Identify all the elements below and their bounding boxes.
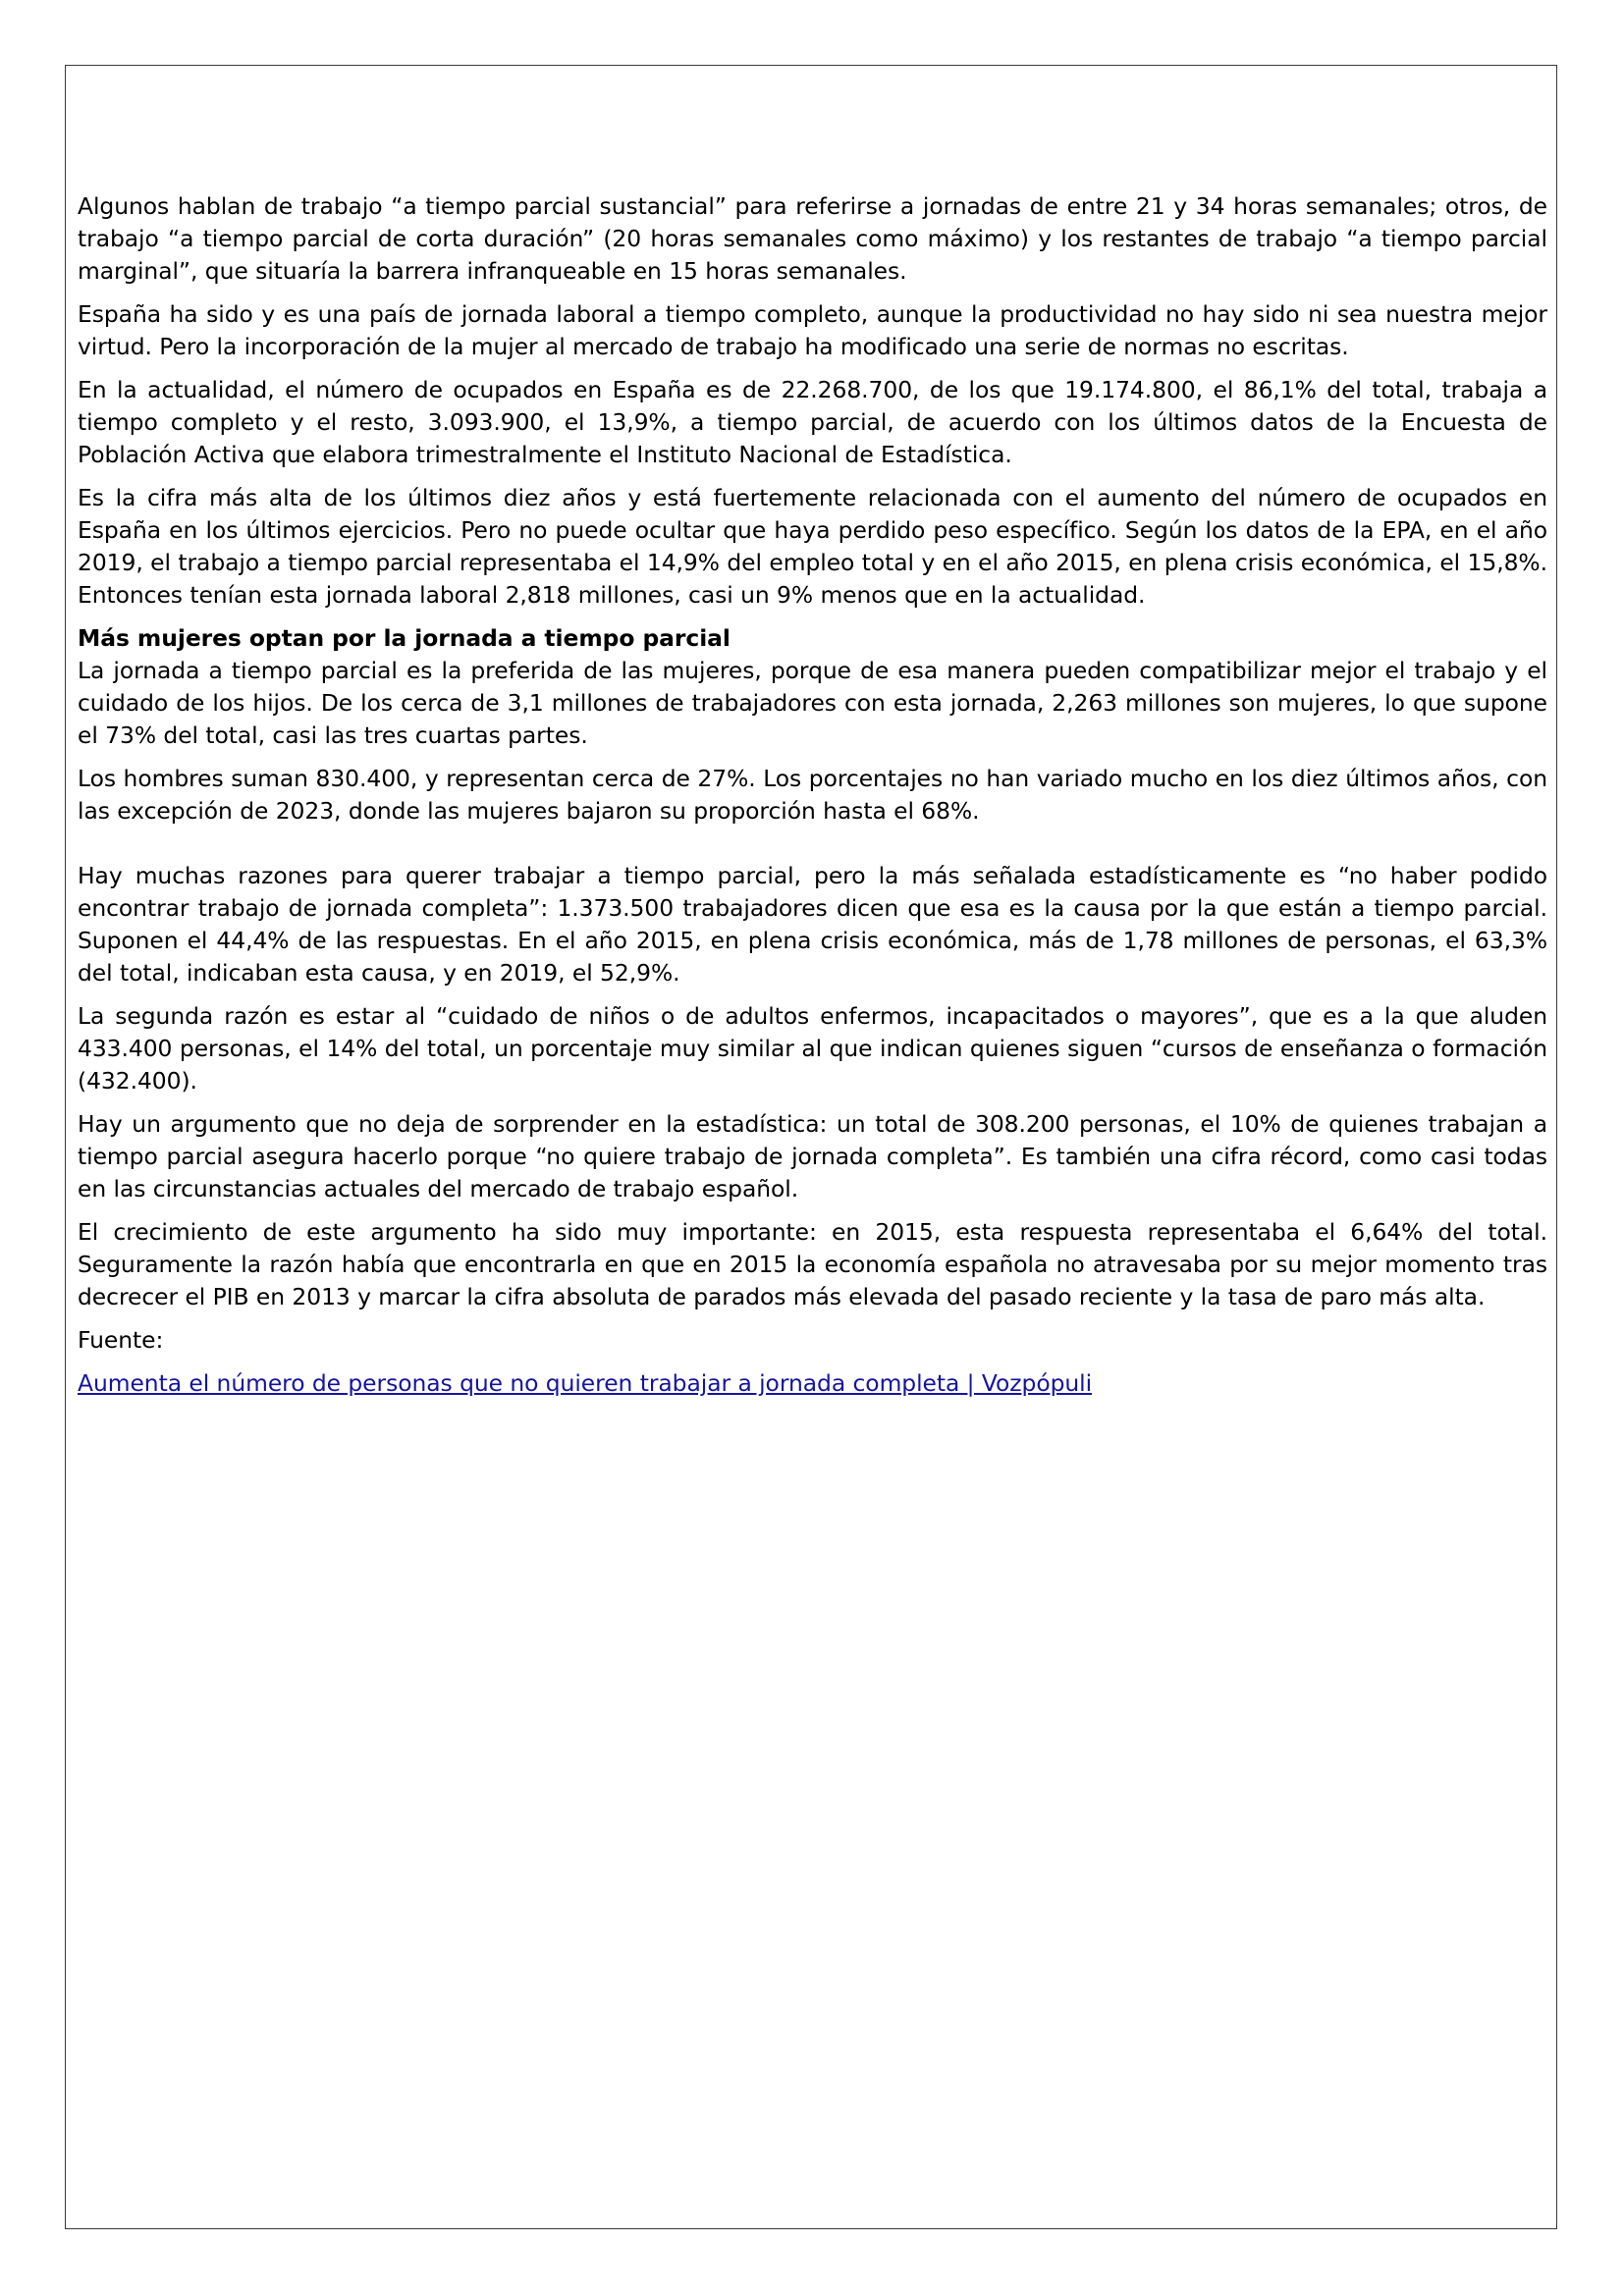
section-heading: Más mujeres optan por la jornada a tiempo parcial	[78, 624, 731, 652]
document-body	[78, 190, 1547, 1400]
source-label: Fuente:	[78, 1326, 164, 1354]
source-line	[78, 1367, 1547, 1400]
paragraph-main-reason: Hay muchas razones para querer trabajar a tiempo parcial, pero la más señalada estadísticamente es “no haber podido encontrar trabajo de jornada completa”: 1.373.500 trabajadores dicen que esa es la causa por la que están a tiempo parcial. Suponen el 44,4% de las respuestas. En el año 2015, en plena crisis económica, más de 1,78 millones de personas, el 63,3% del total, indicaban esta causa, y en 2019, el 52,9%.	[78, 862, 1547, 987]
paragraph-ten-year-high: Es la cifra más alta de los últimos diez años y está fuertemente relacionada con el aumento del número de ocupados en España en los últimos ejercicios. Pero no puede ocultar que haya perdido peso específico. Según los datos de la EPA, en el año 2019, el trabajo a tiempo parcial representaba el 14,9% del empleo total y en el año 2015, en plena crisis económica, el 15,8%. Entonces tenían esta jornada laboral 2,818 millones, casi un 9% menos que en la actualidad.	[78, 484, 1547, 609]
page-frame	[65, 65, 1557, 2229]
source-link[interactable]: Aumenta el número de personas que no quieren trabajar a jornada completa | Vozpópuli	[78, 1369, 1093, 1397]
paragraph-argument-growth: El crecimiento de este argumento ha sido muy importante: en 2015, esta respuesta representaba el 6,64% del total. Seguramente la razón había que encontrarla en que en 2015 la economía española no atravesaba por su mejor momento tras decrecer el PIB en 2013 y marcar la cifra absoluta de parados más elevada del pasado reciente y la tasa de paro más alta.	[78, 1218, 1547, 1310]
paragraph-second-reason: La segunda razón es estar al “cuidado de niños o de adultos enfermos, incapacitados o mayores”, que es a la que aluden 433.400 personas, el 14% del total, un porcentaje muy similar al que indican quienes siguen “cursos de enseñanza o formación (432.400).	[78, 1002, 1547, 1095]
paragraph-women-preference: La jornada a tiempo parcial es la preferida de las mujeres, porque de esa manera pueden compatibilizar mejor el trabajo y el cuidado de los hijos. De los cerca de 3,1 millones de trabajadores con esta jornada, 2,263 millones son mujeres, lo que supone el 73% del total, casi las tres cuartas partes.	[78, 657, 1547, 749]
paragraph-spain-full-time: España ha sido y es una país de jornada laboral a tiempo completo, aunque la productividad no hay sido ni sea nuestra mejor virtud. Pero la incorporación de la mujer al mercado de trabajo ha modificado una serie de normas no escritas.	[78, 300, 1547, 360]
paragraph-part-time-definitions: Algunos hablan de trabajo “a tiempo parcial sustancial” para referirse a jornadas de entre 21 y 34 horas semanales; otros, de trabajo “a tiempo parcial de corta duración” (20 horas semanales como máximo) y los restantes de trabajo “a tiempo parcial marginal”, que situaría la barrera infranqueable en 15 horas semanales.	[78, 192, 1547, 285]
paragraph-men-share: Los hombres suman 830.400, y representan cerca de 27%. Los porcentajes no han variado mucho en los diez últimos años, con las excepción de 2023, donde las mujeres bajaron su proporción hasta el 68%.	[78, 765, 1547, 825]
paragraph-employment-figures: En la actualidad, el número de ocupados en España es de 22.268.700, de los que 19.174.800, el 86,1% del total, trabaja a tiempo completo y el resto, 3.093.900, el 13,9%, a tiempo parcial, de acuerdo con los últimos datos de la Encuesta de Población Activa que elabora trimestralmente el Instituto Nacional de Estadística.	[78, 376, 1547, 468]
paragraph-no-full-time-wanted: Hay un argumento que no deja de sorprender en la estadística: un total de 308.200 personas, el 10% de quienes trabajan a tiempo parcial asegura hacerlo porque “no quiere trabajo de jornada completa”. Es también una cifra récord, como casi todas en las circunstancias actuales del mercado de trabajo español.	[78, 1110, 1547, 1202]
